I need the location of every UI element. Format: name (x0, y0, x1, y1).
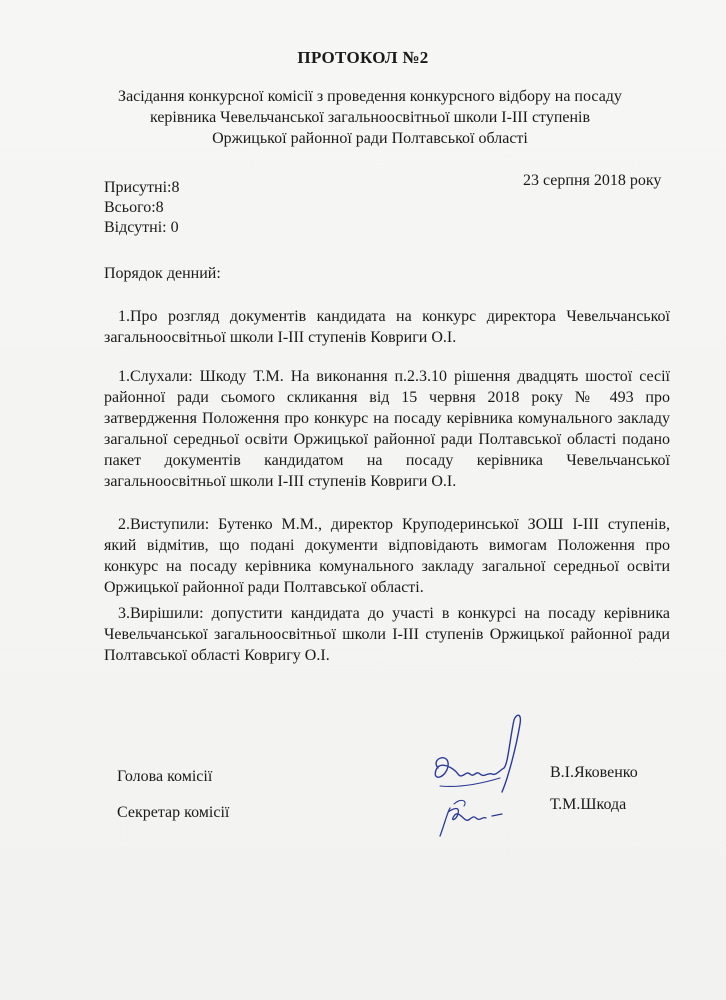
chair-role: Голова комісії (117, 768, 213, 785)
secretary-signature-hook (454, 800, 465, 806)
chair-signature-stroke (435, 715, 520, 792)
subtitle-line: Засідання конкурсної комісії з проведення конкурсного відбору на посаду (118, 88, 622, 105)
total-count: Всього:8 (104, 199, 164, 216)
subtitle-line: Оржицької районної ради Полтавської області (212, 130, 528, 147)
meeting-date: 23 серпня 2018 року (523, 172, 662, 189)
secretary-name: Т.М.Шкода (550, 796, 627, 813)
handwritten-signatures (410, 708, 540, 858)
decided-paragraph: 3.Вирішили: допустити кандидата до участі в конкурсі на посаду керівника Чевельчанської загальноосвітньої школи І-ІІІ ступенів Оржицької районної ради Полтавської області Ковригу О.І. (104, 605, 670, 664)
document-subtitle (90, 86, 650, 149)
agenda-item: 1.Про розгляд документів кандидата на конкурс директора Чевельчанської загальноосвітньої школи І-ІІІ ступенів Ковриги О.І. (104, 308, 670, 346)
secretary-role: Секретар комісії (117, 804, 230, 821)
heard-paragraph: 1.Слухали: Шкоду Т.М. На виконання п.2.3.10 рішення двадцять шостої сесії районної ради сьомого скликання від 15 червня 2018 року № 493 про затвердження Положення про конкурс на посаду керівника комунального закладу загальної середньої освіти Оржицької районної ради Полтавської області подано пакет документів кандидатом на посаду керівника Чевельчанської загальноосвітньої школи І-ІІІ ступенів Ковриги О.І. (104, 368, 670, 490)
document-title: ПРОТОКОЛ №2 (297, 48, 429, 67)
secretary-signature-stroke (440, 808, 502, 836)
signature-drawing (410, 708, 540, 858)
agenda-heading: Порядок денний: (104, 265, 221, 282)
chair-signature-flourish (440, 778, 500, 787)
spoke-paragraph: 2.Виступили: Бутенко М.М., директор Круподеринської ЗОШ І-ІІІ ступенів, який відмітив, що подані документи відповідають вимогам Положення про конкурс на посаду керівника комунального закладу загальної середньої освіти Оржицької районної ради Полтавської області. (104, 516, 670, 596)
present-count: Присутні:8 (104, 179, 180, 196)
chair-name: В.І.Яковенко (550, 764, 638, 781)
subtitle-line: керівника Чевельчанської загальноосвітньої школи І-ІІІ ступенів (149, 109, 591, 126)
absent-count: Відсутні: 0 (104, 219, 179, 236)
attendance-block (104, 178, 179, 238)
